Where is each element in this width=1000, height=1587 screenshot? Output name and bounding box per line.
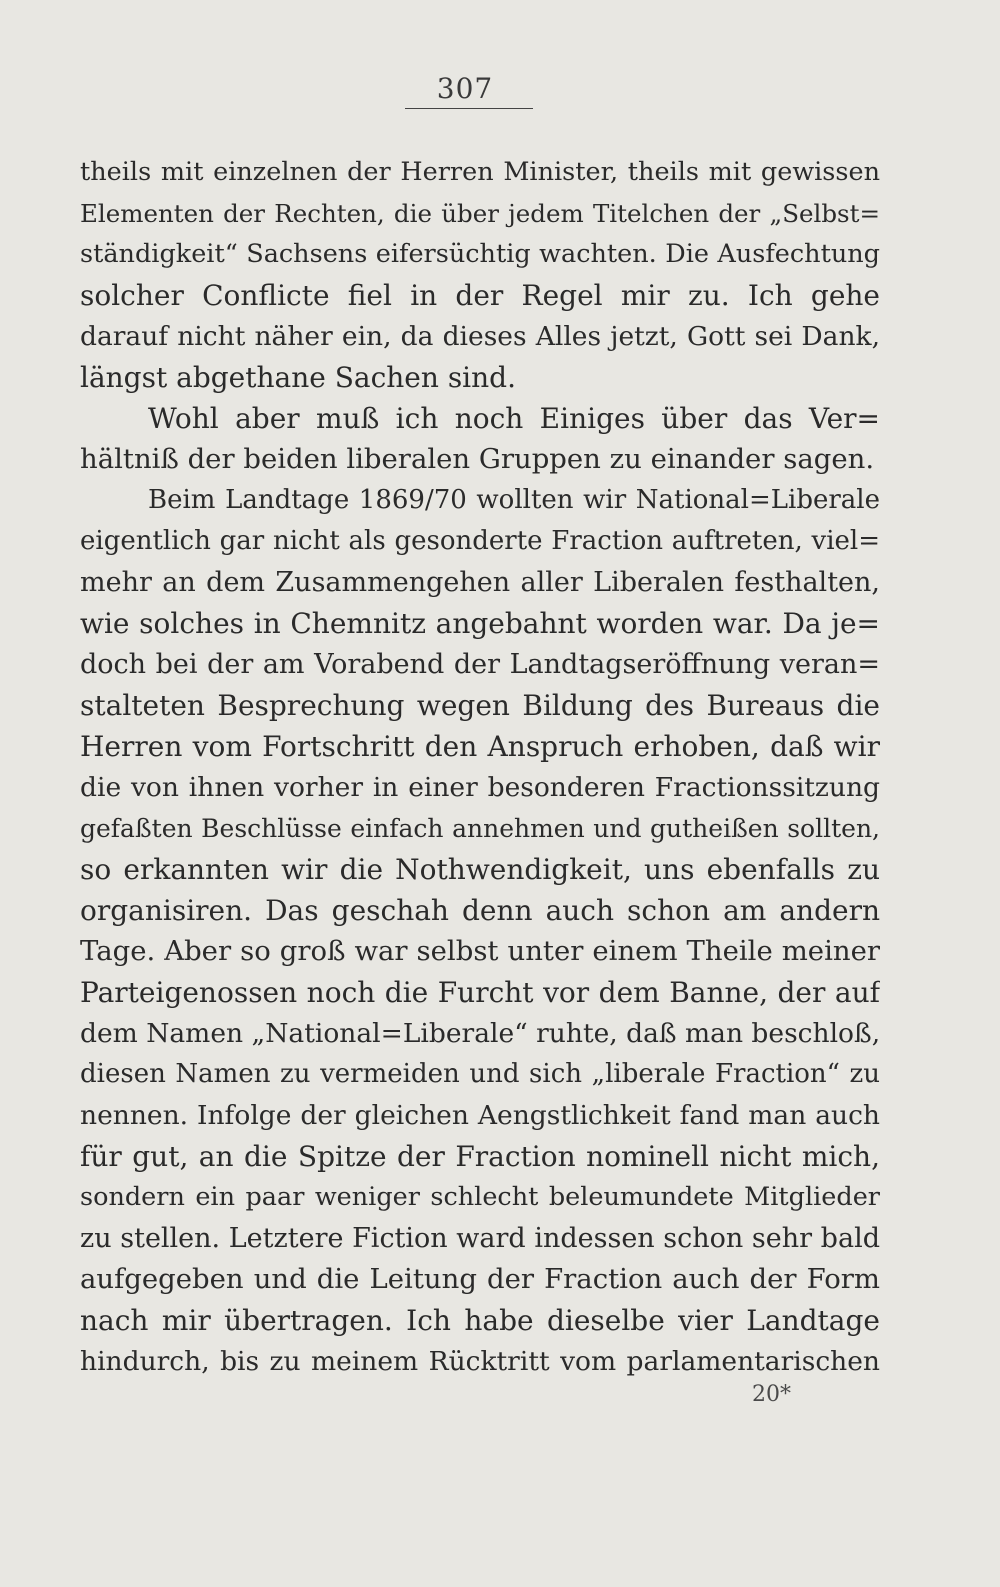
text-line: solcher Conflicte fiel in der Regel mir zu. Ich gehe [80, 279, 880, 312]
text-line: aufgegeben und die Leitung der Fraction auch der Form [80, 1263, 880, 1295]
page-number: 307 [436, 72, 494, 105]
header-rule [405, 108, 533, 109]
text-line: gefaßten Beschlüsse einfach annehmen und gutheißen sollten, [80, 814, 880, 843]
text-line: zu stellen. Letztere Fiction ward indessen schon sehr bald [80, 1223, 880, 1254]
text-line: doch bei der am Vorabend der Landtagseröffnung veran= [80, 649, 880, 680]
body-text [80, 152, 880, 1382]
text-line: so erkannten wir die Nothwendigkeit, uns ebenfalls zu [80, 853, 880, 886]
text-line: nach mir übertragen. Ich habe dieselbe vier Landtage [80, 1304, 880, 1337]
text-line: Tage. Aber so groß war selbst unter einem Theile meiner [80, 935, 880, 967]
text-line: Elementen der Rechten, die über jedem Titelchen der „Selbst= [80, 199, 880, 228]
text-line: längst abgethane Sachen sind. [80, 361, 516, 394]
text-line: organisiren. Das geschah denn auch schon am andern [80, 894, 880, 927]
text-line: theils mit einzelnen der Herren Minister, theils mit gewissen [80, 157, 880, 187]
text-line: stalteten Besprechung wegen Bildung des Bureaus die [80, 689, 880, 722]
text-line: darauf nicht näher ein, da dieses Alles jetzt, Gott sei Dank, [80, 321, 880, 352]
text-line: die von ihnen vorher in einer besonderen Fractionssitzung [80, 772, 880, 803]
text-line: nennen. Infolge der gleichen Aengstlichkeit fand man auch [80, 1100, 880, 1131]
signature-mark: 20* [752, 1382, 791, 1407]
text-line: Parteigenossen noch die Furcht vor dem Banne, der auf [80, 976, 880, 1009]
text-line: Herren vom Fortschritt den Anspruch erhoben, daß wir [80, 730, 880, 763]
text-line: diesen Namen zu vermeiden und sich „liberale Fraction“ zu [80, 1059, 880, 1089]
text-line: für gut, an die Spitze der Fraction nominell nicht mich, [80, 1140, 880, 1173]
text-line: Wohl aber muß ich noch Einiges über das Ver= [148, 402, 880, 435]
text-line: eigentlich gar nicht als gesonderte Fraction auftreten, viel= [80, 526, 880, 556]
text-line: mehr an dem Zusammengehen aller Liberalen festhalten, [80, 567, 880, 598]
text-line: dem Namen „National=Liberale“ ruhte, daß man beschloß, [80, 1018, 880, 1049]
text-line: hältniß der beiden liberalen Gruppen zu einander sagen. [80, 443, 875, 475]
text-line: sondern ein paar weniger schlecht beleumundete Mitglieder [80, 1182, 880, 1212]
text-line: ständigkeit“ Sachsens eifersüchtig wachten. Die Ausfechtung [80, 239, 880, 269]
text-line: wie solches in Chemnitz angebahnt worden war. Da je= [80, 607, 880, 640]
text-line: hindurch, bis zu meinem Rücktritt vom parlamentarischen [80, 1346, 880, 1377]
text-line: Beim Landtage 1869/70 wollten wir National=Liberale [148, 485, 880, 515]
